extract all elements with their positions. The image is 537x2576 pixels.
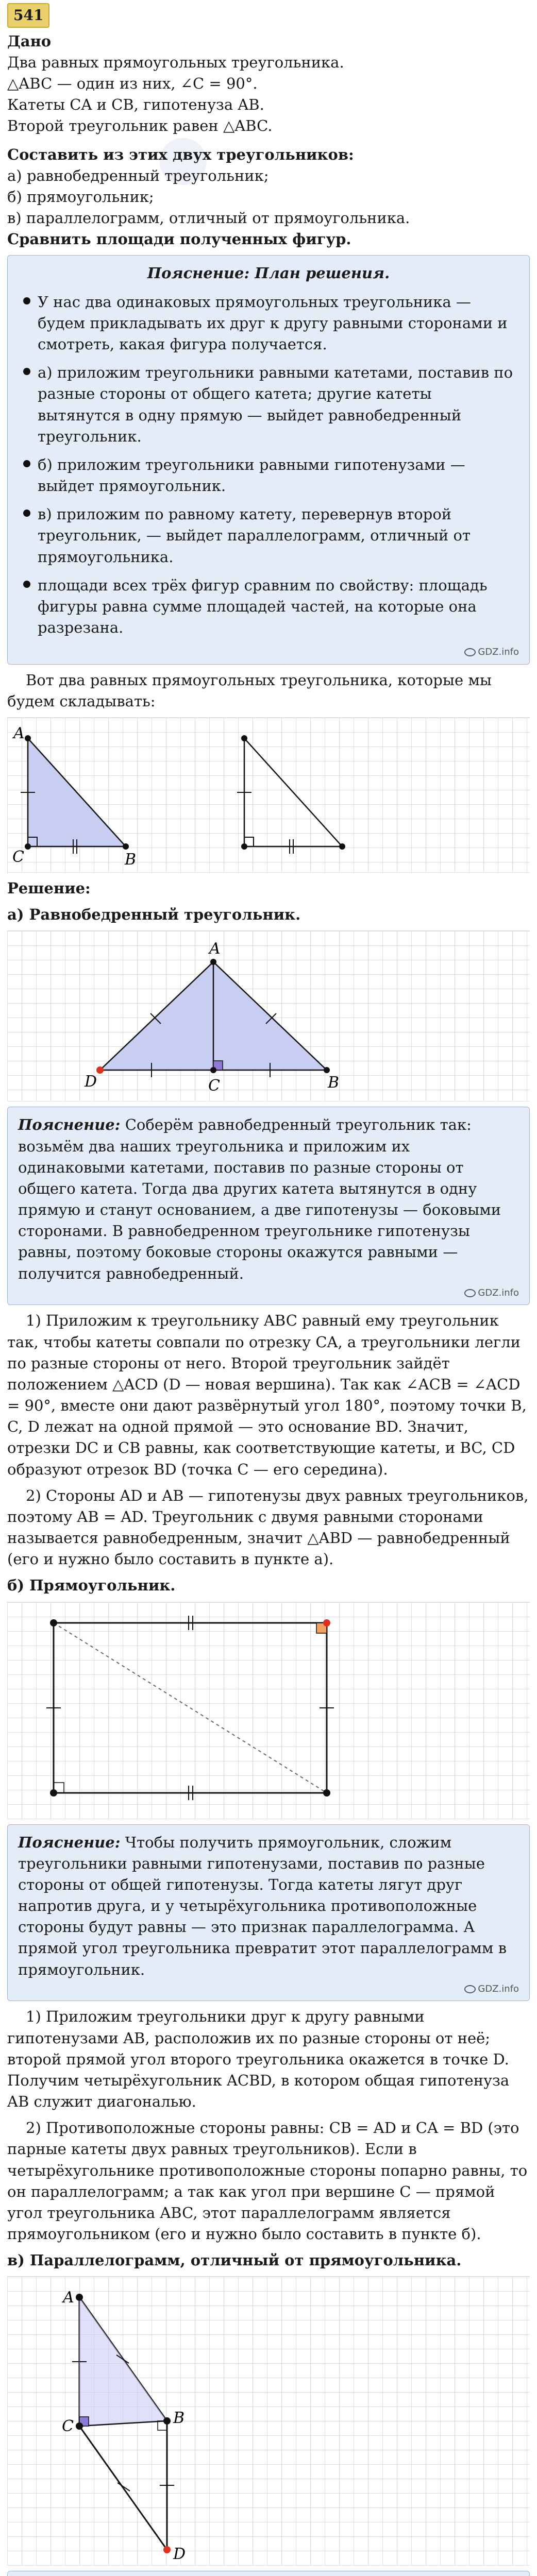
figure-parallelogram (7, 2276, 530, 2566)
label-a: A (209, 940, 221, 958)
point (241, 735, 247, 741)
solution-label: Решение: (7, 879, 91, 897)
point-c (76, 2422, 83, 2430)
figure-isosceles (7, 930, 530, 1101)
point-d (96, 1066, 104, 1074)
triangle-abc-fill (79, 2297, 167, 2426)
compose-item: а) равнобедренный треугольник; (7, 166, 269, 184)
given-line: △ABC — один из них, ∠C = 90°. (7, 75, 258, 93)
label-d: D (173, 2545, 186, 2564)
part-b-step-2: 2) Противоположные стороны равны: CB = AD и CA = BD (это парные катеты двух равных треугольников). Если в четырёхугольнике противоположные стороны попарно равны, то он параллелограмм; а так как угол при вершине C — прямой угол треугольника ABC, этот параллелограмм является прямоугольником (его и нужно было составить в пункте б). (7, 2119, 528, 2243)
point (339, 843, 345, 850)
task-number-badge: 541 (7, 3, 49, 28)
label-b: B (125, 851, 137, 869)
point (241, 843, 247, 850)
part-a-step-2: 2) Стороны AD и AB — гипотенузы двух равных треугольников, поэтому AB = AD. Треугольник с двумя равными сторонами называется равнобедренным, значит △ABD — равнобедренный (его и нужно было составить в пункте а). (7, 1486, 529, 1568)
label-c: C (12, 848, 24, 867)
plan-bullet-text: площади всех трёх фигур сравним по свойству: площадь фигуры равна сумме площадей частей, на которые она разрезана. (38, 576, 488, 637)
figure-parallelogram-svg (7, 2277, 530, 2565)
label-b: B (173, 2409, 185, 2428)
point-b (163, 2417, 171, 2425)
plan-bullet-text: У нас два одинаковых прямоугольных треугольника — будем прикладывать их друг к другу равными сторонами и смотреть, какая фигура получается. (38, 293, 508, 353)
bullet-dot-icon (23, 460, 30, 467)
gdz-watermark (18, 1982, 519, 1996)
bullet-dot-icon (23, 368, 30, 375)
second-triangle (244, 738, 342, 846)
bullet-dot-icon (23, 510, 30, 517)
eye-icon (464, 1985, 476, 1993)
explain-title: Пояснение: (18, 1116, 121, 1134)
given-block (7, 31, 530, 250)
label-a: A (13, 724, 25, 743)
point-a (50, 1619, 57, 1626)
plan-bullet (23, 454, 519, 497)
point-b (323, 1789, 330, 1797)
plan-title: Пояснение: План решения. (147, 264, 390, 282)
part-b-title: б) Прямоугольник. (7, 1577, 176, 1595)
gdz-watermark-text: GDZ.info (478, 647, 519, 658)
bullet-dot-icon (23, 581, 30, 588)
part-a-step-1: 1) Приложим к треугольнику ABC равный ему треугольник так, чтобы катеты совпали по отрезку CA, а треугольники легли по разные стороны от него. Второй треугольник зайдёт положением △ACD (D — новая вершина). Так как ∠ACB = ∠ACD = 90°, вместе они дают развёрнутый угол 180°, поэтому точки B, C, D лежат на одной прямой — это основание BD. Значит, отрезки DC и CB равны, как соответствующие катеты, и BC, CD образуют отрезок BD (точка C — его середина). (7, 1312, 527, 1478)
part-b-step-1: 1) Приложим треугольники друг к другу равными гипотенузами AB, расположив их по разные стороны от неё; второй прямой угол второго треугольника окажется в точке D. Получим четырёхугольник ACBD, в котором общая гипотенуза AB служит диагональю. (7, 2008, 510, 2111)
part-c-title: в) Параллелограмм, отличный от прямоугольника. (7, 2251, 462, 2269)
label-c: C (62, 2417, 74, 2436)
figure-two-triangles (7, 717, 530, 873)
part-a-explain-box (7, 1107, 530, 1305)
given-line: Катеты CA и CB, гипотенуза AB. (7, 96, 264, 114)
figure-isosceles-svg (7, 931, 530, 1101)
given-line: Второй треугольник равен △ABC. (7, 117, 273, 135)
point-d (163, 2546, 171, 2553)
gdz-watermark-text: GDZ.info (478, 1983, 519, 1994)
gdz-watermark (18, 646, 519, 659)
intro-text: Вот два равных прямоугольных треугольника, которые мы будем складывать: (7, 671, 492, 710)
label-a: A (63, 2289, 74, 2307)
explain-text: Соберём равнобедренный треугольник так: возьмём два наших треугольника и приложим их одинаковыми катетами, поставив по разные стороны от общего катета. Тогда два других катета вытянутся в одну прямую и станут основанием, а две гипотенузы — боковыми сторонами. В равнобедренном треугольнике гипотенузы равны, поэтому боковые стороны окажутся равными — получится равнобедренный. (18, 1116, 501, 1282)
point-a (210, 959, 216, 965)
part-a-title: а) Равнобедренный треугольник. (7, 906, 301, 924)
figure-two-triangles-svg (7, 718, 530, 872)
given-label: Дано (7, 32, 52, 50)
plan-bullet (23, 575, 519, 639)
label-d: D (85, 1073, 97, 1091)
plan-bullet-text: в) приложим по равному катету, перевернув второй треугольник, — выйдет параллелограмм, отличный от прямоугольника. (38, 505, 471, 566)
plan-bullet-text: б) приложим треугольники равными гипотенузами — выйдет прямоугольник. (38, 455, 465, 495)
point-c (25, 843, 31, 850)
eye-icon (464, 1289, 476, 1297)
point-d (323, 1619, 330, 1626)
point-a (76, 2294, 83, 2301)
compose-label: Составить из этих двух треугольников: (7, 145, 354, 163)
label-b: B (328, 1074, 340, 1092)
plan-bullet (23, 362, 519, 447)
part-b-explain-box (7, 1824, 530, 2002)
compare-label: Сравнить площади полученных фигур. (7, 230, 351, 248)
diagonal-ab (54, 1623, 327, 1793)
watermark-decoration: ● (144, 114, 220, 200)
part-c-explain-box (7, 2571, 530, 2576)
gdz-watermark-text: GDZ.info (478, 1287, 519, 1298)
gdz-watermark (18, 1286, 519, 1300)
plan-box (7, 255, 530, 664)
point-b (123, 843, 129, 850)
content (7, 0, 530, 2576)
plan-bullet (23, 292, 519, 355)
plan-bullet-text: а) приложим треугольники равными катетами, поставив по разные стороны от общего катета; другие катеты вытянутся в одну прямую — выйдет равнобедренный треугольник. (38, 364, 513, 445)
explain-title: Пояснение: (18, 1833, 121, 1851)
label-c: C (208, 1077, 220, 1095)
compose-item: б) прямоугольник; (7, 188, 154, 206)
point-a (25, 735, 31, 741)
point-b (324, 1067, 330, 1073)
plan-bullet (23, 504, 519, 568)
eye-icon (464, 648, 476, 656)
figure-rectangle (7, 1602, 530, 1819)
triangle-abc-fill (28, 738, 126, 846)
given-line: Два равных прямоугольных треугольника. (7, 53, 344, 71)
bullet-dot-icon (23, 297, 30, 304)
figure-rectangle-svg (7, 1602, 530, 1819)
point-c (50, 1789, 57, 1797)
compose-item: в) параллелограмм, отличный от прямоугольника. (7, 209, 410, 227)
point-c (210, 1067, 216, 1073)
explain-text: Чтобы получить прямоугольник, сложим треугольники равными гипотенузами, поставив по разные стороны от общей гипотенузы. Тогда катеты лягут друг напротив друга, и у четырёхугольника противоположные стороны будут равны — это признак параллелограмма. А прямой угол треугольника превратит этот параллелограмм в прямоугольник. (18, 1833, 507, 1978)
